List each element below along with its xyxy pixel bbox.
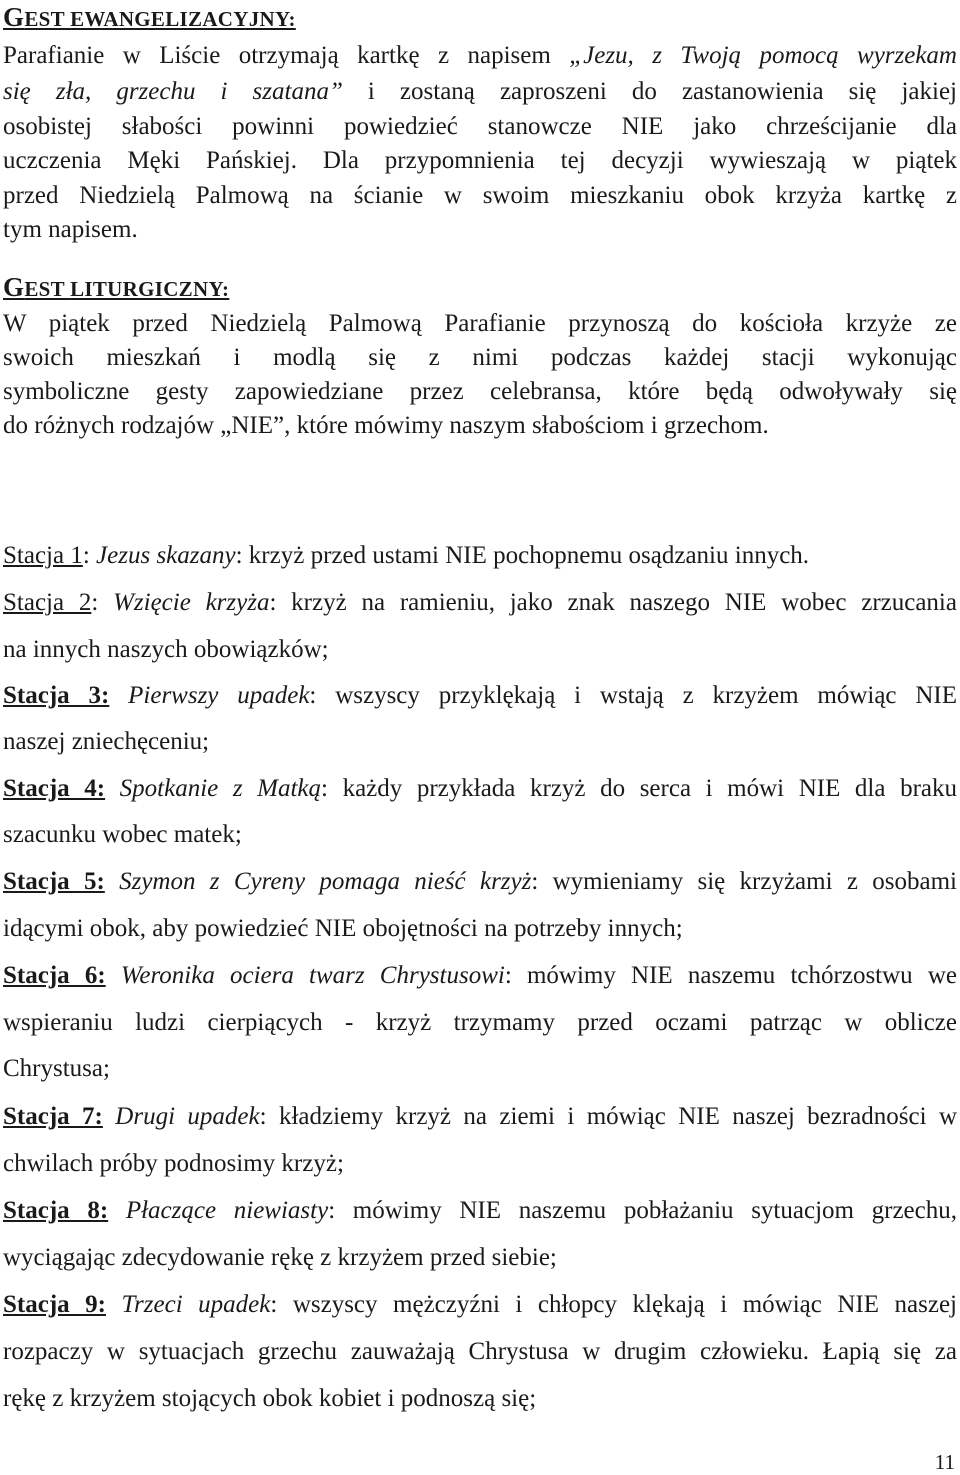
station-9: Stacja 9: Trzeci upadek: wszyscy mężczyźni i chłopcy klękają i mówiąc NIE naszej xyxy=(3,1291,957,1318)
station-8-cont: wyciągając zdecydowanie rękę z krzyżem przed siebie; xyxy=(3,1244,557,1271)
station-1: Stacja 1: Jezus skazany: krzyż przed ustami NIE pochopnemu osądzaniu innych. xyxy=(3,542,810,569)
paragraph-line: tym napisem. xyxy=(3,216,138,243)
station-2: Stacja 2: Wzięcie krzyża: krzyż na ramieniu, jako znak naszego NIE wobec zrzucania xyxy=(3,589,957,616)
paragraph-line: do różnych rodzajów „NIE”, które mówimy naszym słabościom i grzechom. xyxy=(3,412,769,439)
station-6-cont: wspieraniu ludzi cierpiących - krzyż trzymamy przed oczami patrząc w oblicze xyxy=(3,1009,957,1036)
station-3: Stacja 3: Pierwszy upadek: wszyscy przyklękają i wstają z krzyżem mówiąc NIE xyxy=(3,682,957,709)
paragraph-line: przed Niedzielą Palmową na ścianie w swoim mieszkaniu obok krzyża kartkę z xyxy=(3,182,957,209)
paragraph-line: W piątek przed Niedzielą Palmową Parafianie przynoszą do kościoła krzyże ze xyxy=(3,310,957,337)
paragraph-line: się zła, grzechu i szatana” i zostaną zaproszeni do zastanowienia się jakiej xyxy=(3,78,957,105)
paragraph-line: uczczenia Męki Pańskiej. Dla przypomnienia tej decyzji wywieszają w piątek xyxy=(3,147,957,174)
station-4-cont: szacunku wobec matek; xyxy=(3,821,242,848)
station-2-cont: na innych naszych obowiązków; xyxy=(3,636,329,663)
station-3-cont: naszej zniechęceniu; xyxy=(3,728,210,755)
station-7: Stacja 7: Drugi upadek: kładziemy krzyż na ziemi i mówiąc NIE naszej bezradności w xyxy=(3,1103,958,1130)
paragraph-line: swoich mieszkań i modlą się z nimi podczas każdej stacji wykonując xyxy=(3,344,957,371)
station-4: Stacja 4: Spotkanie z Matką: każdy przykłada krzyż do serca i mówi NIE dla braku xyxy=(3,775,957,802)
paragraph-line: Parafianie w Liście otrzymają kartkę z napisem „Jezu, z Twoją pomocą wyrzekam xyxy=(3,42,957,69)
station-6-cont: Chrystusa; xyxy=(3,1055,110,1082)
paragraph-line: osobistej słabości powinni powiedzieć stanowcze NIE jako chrześcijanie dla xyxy=(3,113,957,140)
station-9-cont: rękę z krzyżem stojących obok kobiet i podnoszą się; xyxy=(3,1385,537,1412)
station-5: Stacja 5: Szymon z Cyreny pomaga nieść krzyż: wymieniamy się krzyżami z osobami xyxy=(3,868,957,895)
station-7-cont: chwilach próby podnosimy krzyż; xyxy=(3,1150,344,1177)
station-5-cont: idącymi obok, aby powiedzieć NIE obojętności na potrzeby innych; xyxy=(3,915,683,942)
station-9-cont: rozpaczy w sytuacjach grzechu zauważają Chrystusa w drugim człowieku. Łapią się za xyxy=(3,1338,957,1365)
station-6: Stacja 6: Weronika ociera twarz Chrystusowi: mówimy NIE naszemu tchórzostwu we xyxy=(3,962,958,989)
section-title-ewangelizacyjny: GEST EWANGELIZACYJNY: xyxy=(3,2,296,32)
station-8: Stacja 8: Płaczące niewiasty: mówimy NIE naszemu pobłażaniu sytuacjom grzechu, xyxy=(3,1197,957,1224)
page-number: 11 xyxy=(934,1450,955,1474)
paragraph-line: symboliczne gesty zapowiedziane przez celebransa, które będą odwoływały się xyxy=(3,378,957,405)
section-title-liturgiczny: GEST LITURGICZNY: xyxy=(3,272,230,302)
